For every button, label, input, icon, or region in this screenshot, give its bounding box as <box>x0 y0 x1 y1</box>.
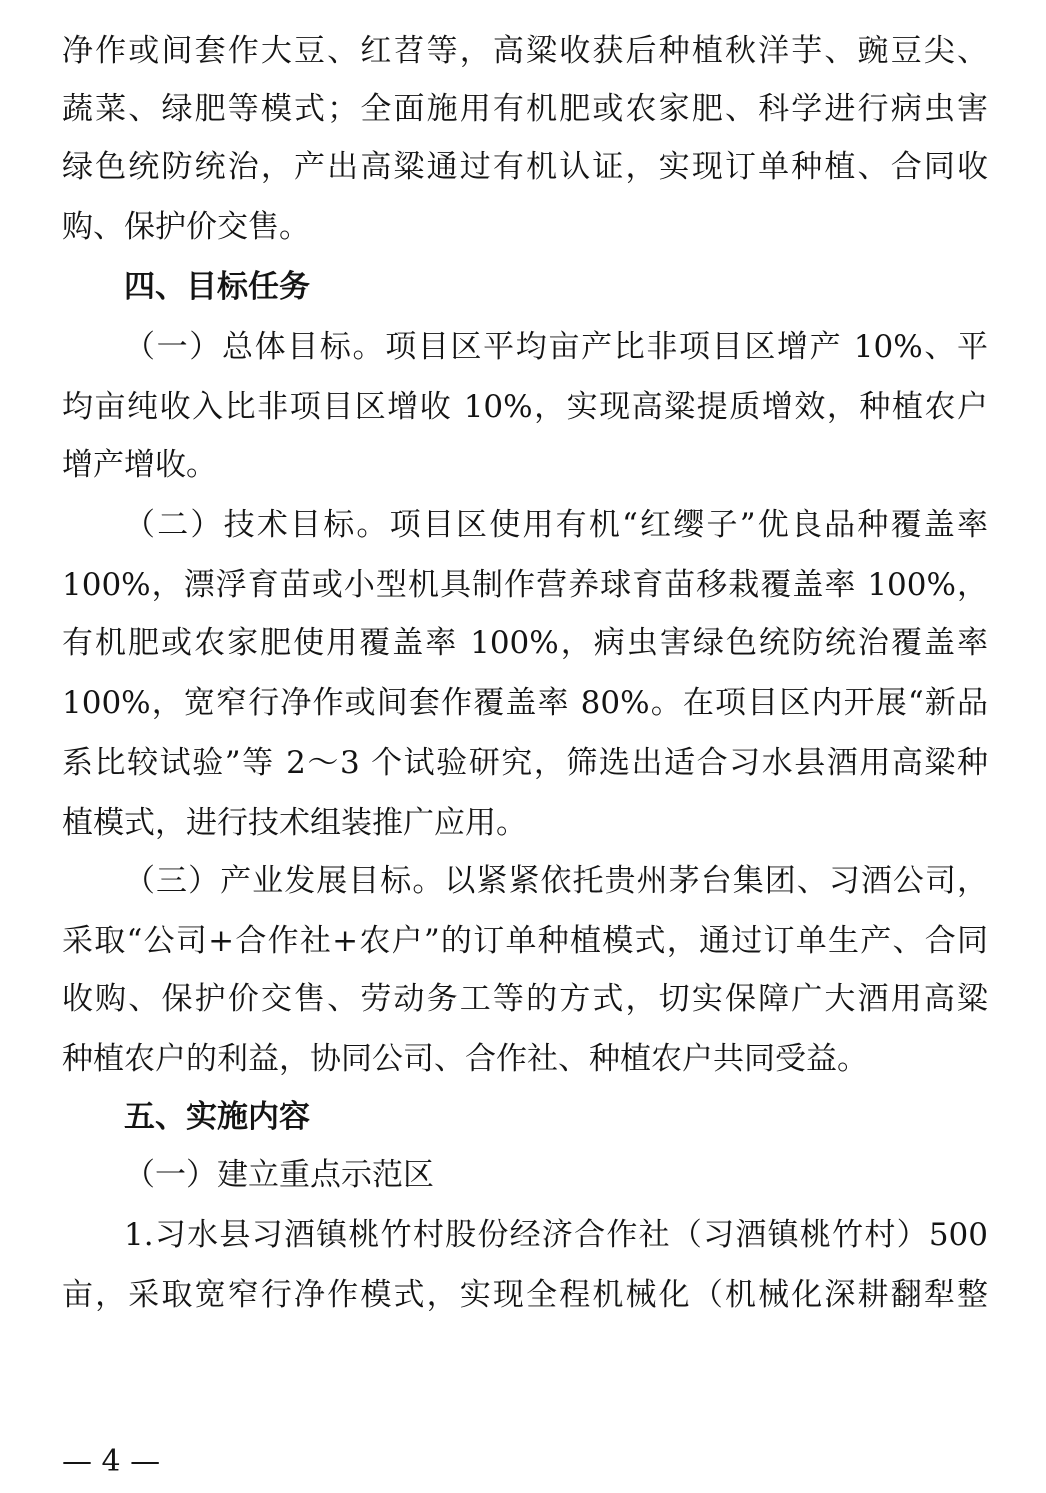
text-line-15: （三）产业发展目标。以紧紧依托贵州茅台集团、习酒公司， <box>124 863 988 899</box>
text-line-10: 100%，漂浮育苗或小型机具制作营养球育苗移栽覆盖率 100%， <box>62 567 988 603</box>
text-line-11: 有机肥或农家肥使用覆盖率 100%，病虫害绿色统防统治覆盖率 <box>62 625 988 661</box>
text-line-4: 购、保护价交售。 <box>62 209 310 245</box>
page-number: — 4 — <box>62 1444 161 1479</box>
text-line-6: （一）总体目标。项目区平均亩产比非项目区增产 10%、平 <box>124 329 988 365</box>
text-line-21: 1.习水县习酒镇桃竹村股份经济合作社（习酒镇桃竹村）500 <box>124 1217 988 1253</box>
text-line-9: （二）技术目标。项目区使用有机“红缨子”优良品种覆盖率 <box>124 507 988 543</box>
text-line-1: 净作或间套作大豆、红苕等，高粱收获后种植秋洋芋、豌豆尖、 <box>62 33 988 69</box>
text-line-2: 蔬菜、绿肥等模式；全面施用有机肥或农家肥、科学进行病虫害 <box>62 91 988 127</box>
text-line-8: 增产增收。 <box>62 447 217 483</box>
text-line-18: 种植农户的利益，协同公司、合作社、种植农户共同受益。 <box>62 1041 868 1077</box>
text-line-13: 系比较试验”等 2～3 个试验研究，筛选出适合习水县酒用高粱种 <box>62 745 988 781</box>
text-line-16: 采取“公司+合作社+农户”的订单种植模式，通过订单生产、合同 <box>62 923 988 959</box>
text-line-7: 均亩纯收入比非项目区增收 10%，实现高粱提质增效，种植农户 <box>62 389 988 425</box>
section-heading-4: 四、目标任务 <box>124 269 310 305</box>
section-heading-5: 五、实施内容 <box>124 1099 310 1135</box>
text-line-17: 收购、保护价交售、劳动务工等的方式，切实保障广大酒用高粱 <box>62 981 988 1017</box>
text-line-14: 植模式，进行技术组装推广应用。 <box>62 805 527 841</box>
text-line-12: 100%，宽窄行净作或间套作覆盖率 80%。在项目区内开展“新品 <box>62 685 988 721</box>
subsection-heading: （一）建立重点示范区 <box>124 1157 434 1193</box>
text-line-22: 亩，采取宽窄行净作模式，实现全程机械化（机械化深耕翻犁整 <box>62 1277 988 1313</box>
text-line-3: 绿色统防统治，产出高粱通过有机认证，实现订单种植、合同收 <box>62 149 988 185</box>
